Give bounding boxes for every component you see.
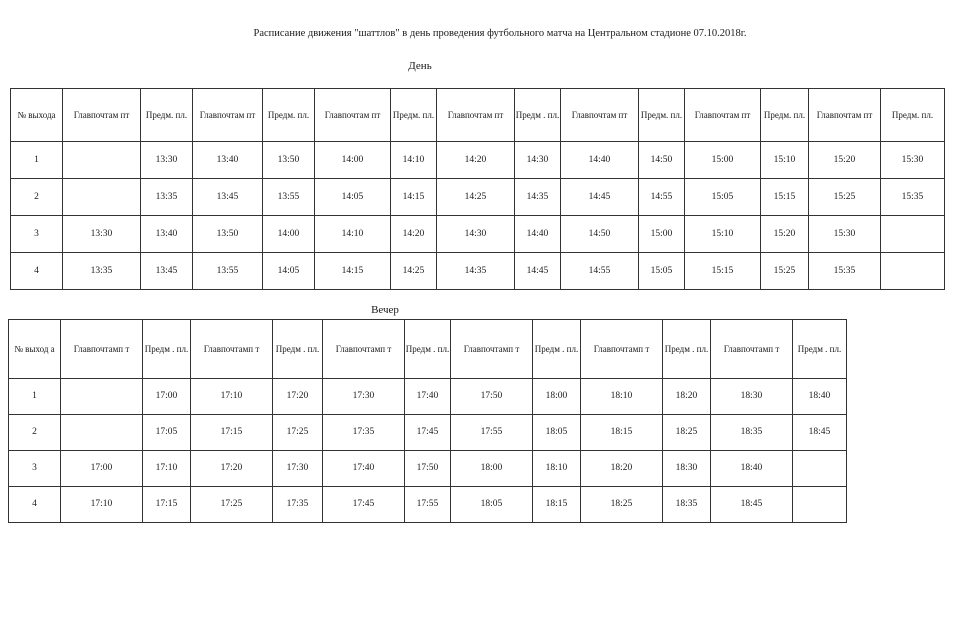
header-cell-glavpochtamt: Главпочтамп т xyxy=(61,320,143,379)
time-cell: 14:55 xyxy=(639,179,685,216)
time-cell xyxy=(63,179,141,216)
day-schedule-table xyxy=(10,88,945,290)
time-cell: 17:55 xyxy=(405,487,451,523)
time-cell: 18:45 xyxy=(711,487,793,523)
time-cell: 13:40 xyxy=(193,142,263,179)
time-cell: 17:10 xyxy=(61,487,143,523)
header-cell-glavpochtamt: Главпочтамп т xyxy=(323,320,405,379)
time-cell: 17:15 xyxy=(143,487,191,523)
time-cell: 15:15 xyxy=(685,253,761,290)
time-cell: 17:05 xyxy=(143,415,191,451)
time-cell: 17:10 xyxy=(143,451,191,487)
time-cell: 15:20 xyxy=(761,216,809,253)
time-cell: 14:35 xyxy=(515,179,561,216)
time-cell: 17:35 xyxy=(273,487,323,523)
header-cell-glavpochtamt: Главпочтам пт xyxy=(809,89,881,142)
time-cell: 14:10 xyxy=(391,142,437,179)
time-cell: 15:35 xyxy=(809,253,881,290)
time-cell: 14:25 xyxy=(391,253,437,290)
time-cell: 14:35 xyxy=(437,253,515,290)
time-cell: 17:10 xyxy=(191,379,273,415)
time-cell: 13:45 xyxy=(141,253,193,290)
time-cell: 14:30 xyxy=(515,142,561,179)
time-cell: 15:10 xyxy=(685,216,761,253)
time-cell: 17:20 xyxy=(273,379,323,415)
time-cell: 18:20 xyxy=(663,379,711,415)
table-row xyxy=(9,379,847,415)
time-cell: 14:50 xyxy=(639,142,685,179)
time-cell: 18:40 xyxy=(793,379,847,415)
time-cell: 17:25 xyxy=(191,487,273,523)
time-cell: 17:40 xyxy=(323,451,405,487)
time-cell: 17:25 xyxy=(273,415,323,451)
time-cell: 15:30 xyxy=(809,216,881,253)
time-cell: 15:30 xyxy=(881,142,945,179)
header-cell-exit-number: № выход а xyxy=(9,320,61,379)
time-cell xyxy=(881,216,945,253)
header-cell-predm-pl: Предм. пл. xyxy=(761,89,809,142)
time-cell: 15:35 xyxy=(881,179,945,216)
time-cell: 15:25 xyxy=(809,179,881,216)
time-cell: 14:10 xyxy=(315,216,391,253)
time-cell: 13:35 xyxy=(63,253,141,290)
time-cell xyxy=(63,142,141,179)
time-cell: 14:25 xyxy=(437,179,515,216)
time-cell: 14:05 xyxy=(263,253,315,290)
time-cell: 14:15 xyxy=(391,179,437,216)
exit-number-cell: 2 xyxy=(9,415,61,451)
exit-number-cell: 1 xyxy=(9,379,61,415)
time-cell: 13:30 xyxy=(63,216,141,253)
time-cell: 14:45 xyxy=(561,179,639,216)
table-row xyxy=(11,179,945,216)
table-row xyxy=(9,487,847,523)
time-cell: 15:20 xyxy=(809,142,881,179)
time-cell: 15:15 xyxy=(761,179,809,216)
day-section-title: День xyxy=(408,60,432,72)
time-cell: 18:25 xyxy=(663,415,711,451)
header-cell-glavpochtamt: Главпочтамп т xyxy=(191,320,273,379)
time-cell: 17:15 xyxy=(191,415,273,451)
header-cell-glavpochtamt: Главпочтам пт xyxy=(193,89,263,142)
evening-header-row xyxy=(9,320,847,379)
exit-number-cell: 1 xyxy=(11,142,63,179)
header-cell-glavpochtamt: Главпочтам пт xyxy=(437,89,515,142)
time-cell: 18:00 xyxy=(533,379,581,415)
header-cell-exit-number: № выхода xyxy=(11,89,63,142)
header-cell-predm-pl: Предм . пл. xyxy=(143,320,191,379)
evening-schedule-table xyxy=(8,319,847,523)
header-cell-predm-pl: Предм . пл. xyxy=(515,89,561,142)
time-cell: 14:15 xyxy=(315,253,391,290)
table-row xyxy=(9,451,847,487)
time-cell: 17:45 xyxy=(405,415,451,451)
time-cell: 15:05 xyxy=(685,179,761,216)
time-cell: 13:45 xyxy=(193,179,263,216)
time-cell: 15:00 xyxy=(685,142,761,179)
time-cell: 17:20 xyxy=(191,451,273,487)
time-cell: 18:05 xyxy=(451,487,533,523)
header-cell-glavpochtamt: Главпочтамп т xyxy=(711,320,793,379)
time-cell: 15:10 xyxy=(761,142,809,179)
table-row xyxy=(11,216,945,253)
time-cell: 18:25 xyxy=(581,487,663,523)
document-title: Расписание движения "шаттлов" в день проведения футбольного матча на Центральном стадионе 07.10.2018г. xyxy=(253,28,747,39)
header-cell-predm-pl: Предм . пл. xyxy=(273,320,323,379)
time-cell: 17:50 xyxy=(405,451,451,487)
header-cell-predm-pl: Предм . пл. xyxy=(663,320,711,379)
time-cell: 15:00 xyxy=(639,216,685,253)
time-cell: 17:00 xyxy=(143,379,191,415)
time-cell: 13:55 xyxy=(193,253,263,290)
time-cell: 13:50 xyxy=(193,216,263,253)
header-cell-predm-pl: Предм . пл. xyxy=(793,320,847,379)
time-cell xyxy=(61,415,143,451)
time-cell: 14:20 xyxy=(437,142,515,179)
exit-number-cell: 3 xyxy=(9,451,61,487)
time-cell: 17:50 xyxy=(451,379,533,415)
header-cell-predm-pl: Предм. пл. xyxy=(391,89,437,142)
header-cell-glavpochtamt: Главпочтам пт xyxy=(315,89,391,142)
exit-number-cell: 4 xyxy=(11,253,63,290)
exit-number-cell: 4 xyxy=(9,487,61,523)
time-cell: 17:55 xyxy=(451,415,533,451)
exit-number-cell: 3 xyxy=(11,216,63,253)
time-cell: 15:05 xyxy=(639,253,685,290)
time-cell: 17:40 xyxy=(405,379,451,415)
time-cell: 18:10 xyxy=(533,451,581,487)
time-cell: 18:30 xyxy=(711,379,793,415)
time-cell: 13:30 xyxy=(141,142,193,179)
header-cell-glavpochtamt: Главпочтамп т xyxy=(451,320,533,379)
time-cell: 15:25 xyxy=(761,253,809,290)
time-cell: 17:35 xyxy=(323,415,405,451)
time-cell: 14:45 xyxy=(515,253,561,290)
time-cell: 17:30 xyxy=(323,379,405,415)
time-cell: 13:55 xyxy=(263,179,315,216)
time-cell: 18:15 xyxy=(533,487,581,523)
time-cell: 14:50 xyxy=(561,216,639,253)
time-cell: 14:30 xyxy=(437,216,515,253)
header-cell-predm-pl: Предм . пл. xyxy=(533,320,581,379)
time-cell: 14:55 xyxy=(561,253,639,290)
time-cell xyxy=(793,451,847,487)
time-cell: 17:30 xyxy=(273,451,323,487)
table-row xyxy=(11,142,945,179)
time-cell: 17:00 xyxy=(61,451,143,487)
header-cell-glavpochtamt: Главпочтам пт xyxy=(561,89,639,142)
time-cell: 18:30 xyxy=(663,451,711,487)
time-cell: 13:50 xyxy=(263,142,315,179)
time-cell: 18:35 xyxy=(711,415,793,451)
table-row xyxy=(11,253,945,290)
time-cell: 14:40 xyxy=(515,216,561,253)
header-cell-glavpochtamt: Главпочтам пт xyxy=(63,89,141,142)
evening-section-title: Вечер xyxy=(371,304,399,316)
header-cell-predm-pl: Предм. пл. xyxy=(141,89,193,142)
header-cell-predm-pl: Предм. пл. xyxy=(881,89,945,142)
day-header-row xyxy=(11,89,945,142)
header-cell-predm-pl: Предм . пл. xyxy=(405,320,451,379)
header-cell-glavpochtamt: Главпочтамп т xyxy=(581,320,663,379)
header-cell-predm-pl: Предм. пл. xyxy=(263,89,315,142)
time-cell: 18:05 xyxy=(533,415,581,451)
time-cell: 18:10 xyxy=(581,379,663,415)
time-cell: 18:20 xyxy=(581,451,663,487)
time-cell: 18:00 xyxy=(451,451,533,487)
table-row xyxy=(9,415,847,451)
header-cell-glavpochtamt: Главпочтам пт xyxy=(685,89,761,142)
time-cell xyxy=(881,253,945,290)
time-cell: 18:45 xyxy=(793,415,847,451)
time-cell: 14:40 xyxy=(561,142,639,179)
time-cell: 18:40 xyxy=(711,451,793,487)
time-cell: 13:35 xyxy=(141,179,193,216)
time-cell xyxy=(61,379,143,415)
time-cell: 14:00 xyxy=(263,216,315,253)
time-cell: 14:05 xyxy=(315,179,391,216)
time-cell: 18:35 xyxy=(663,487,711,523)
time-cell: 14:00 xyxy=(315,142,391,179)
time-cell xyxy=(793,487,847,523)
time-cell: 13:40 xyxy=(141,216,193,253)
time-cell: 17:45 xyxy=(323,487,405,523)
time-cell: 14:20 xyxy=(391,216,437,253)
exit-number-cell: 2 xyxy=(11,179,63,216)
header-cell-predm-pl: Предм. пл. xyxy=(639,89,685,142)
time-cell: 18:15 xyxy=(581,415,663,451)
